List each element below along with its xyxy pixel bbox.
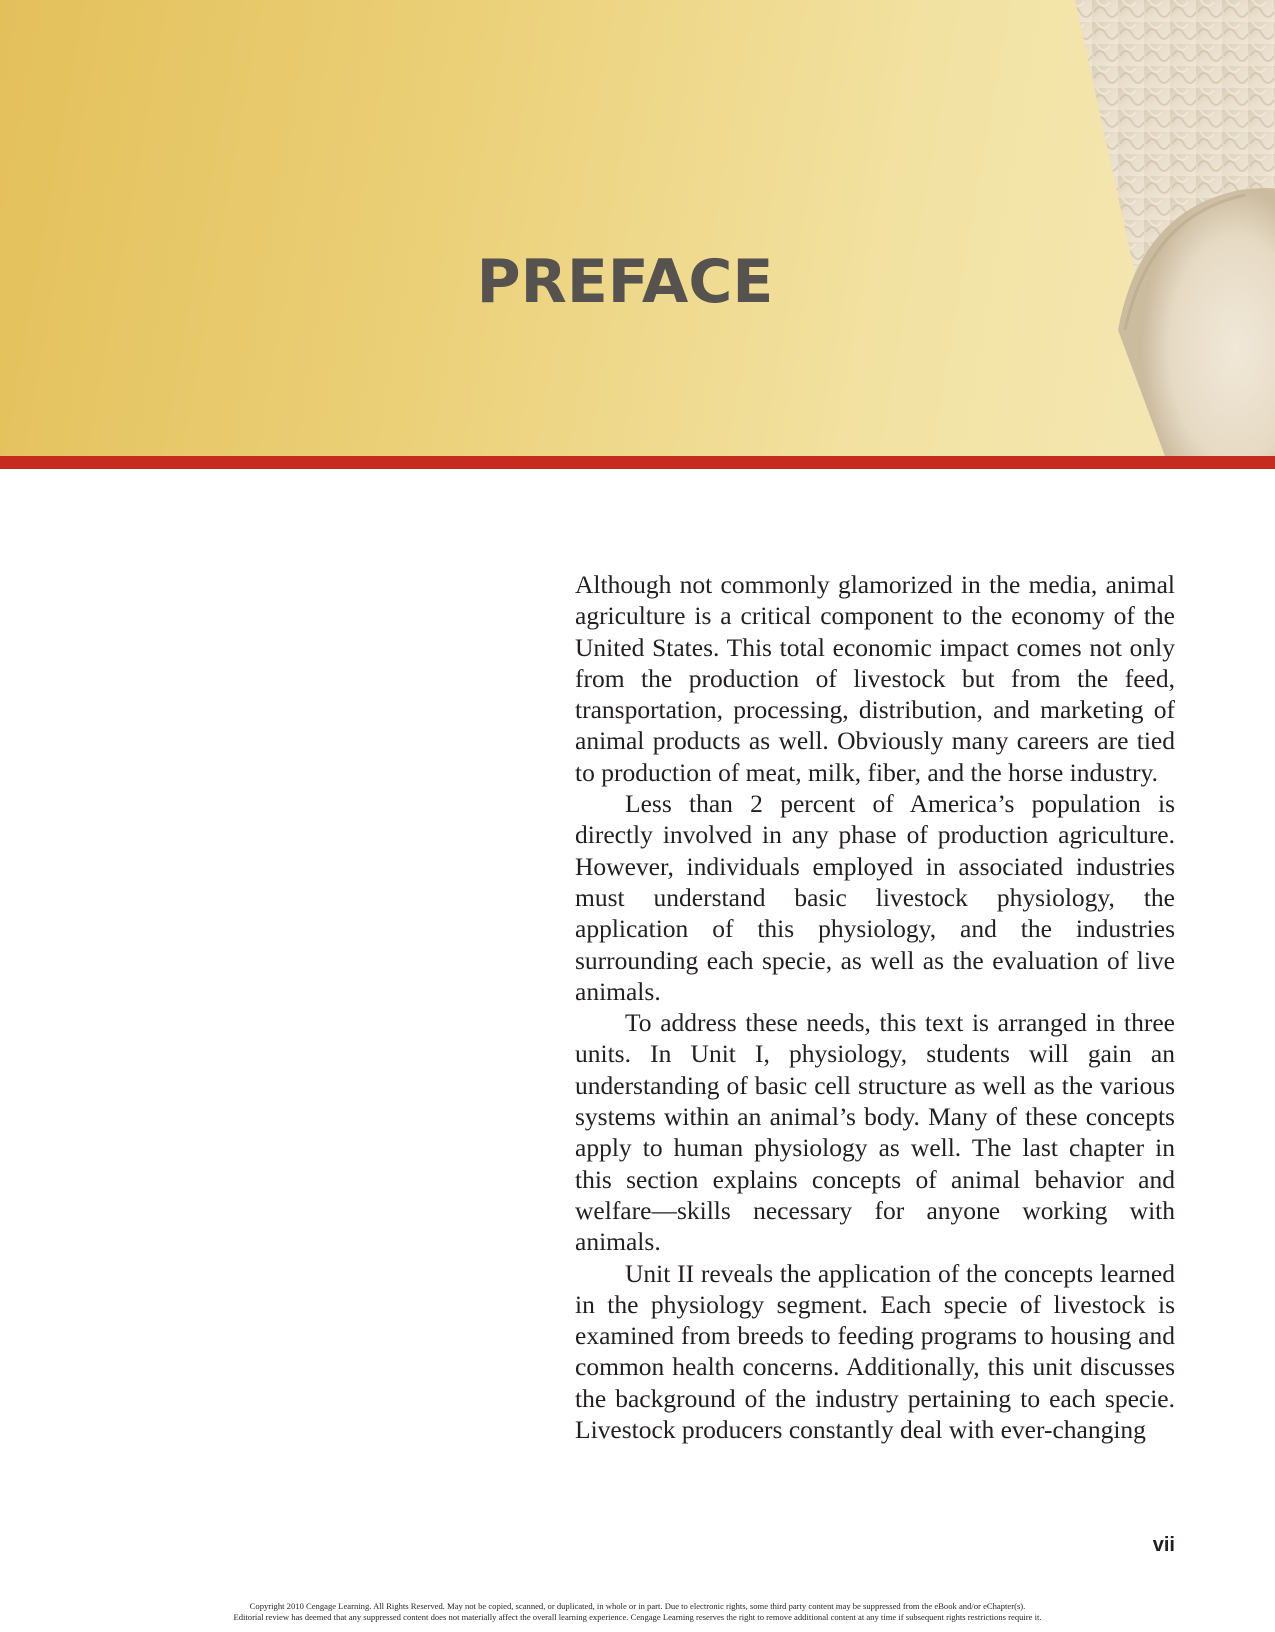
paragraph: Although not commonly glamorized in the media, animal agriculture is a critical component to the economy of the United States. This total economic impact comes not only from the production of livestock but from the feed, transportation, processing, distribution, and marketing of animal products as well. Obviously many careers are tied to production of meat, milk, fiber, and the horse industry. bbox=[575, 570, 1175, 787]
copyright-line: Editorial review has deemed that any suppressed content does not materially affect the overall learning experience. Cengage Learning reserves the right to remove additional content at any time if subsequent rights restrictions require it. bbox=[233, 1612, 1042, 1622]
paragraph: To address these needs, this text is arranged in three units. In Unit I, physiology, students will gain an understanding of basic cell structure as well as the various systems within an animal’s body. Many of these concepts apply to human physiology as well. The last chapter in this section explains concepts of animal behavior and welfare—skills necessary for anyone working with animals. bbox=[575, 1008, 1175, 1257]
copyright-notice bbox=[0, 1601, 1275, 1623]
page-title: PREFACE bbox=[476, 247, 774, 317]
header-rule bbox=[0, 456, 1275, 469]
paragraph: Less than 2 percent of America’s population is directly involved in any phase of production agriculture. However, individuals employed in associated industries must understand basic livestock physiology, the application of this physiology, and the industries surrounding each specie, as well as the evaluation of live animals. bbox=[575, 789, 1175, 1006]
page-number: vii bbox=[1152, 1534, 1175, 1556]
wool-fleece-photo bbox=[0, 0, 1275, 456]
preface-body bbox=[575, 569, 1175, 1445]
paragraph: Unit II reveals the application of the concepts learned in the physiology segment. Each specie of livestock is examined from breeds to feeding programs to housing and common health concerns. Additionally, this unit discusses the background of the industry pertaining to each specie. Livestock producers constantly deal with ever-changing bbox=[575, 1258, 1175, 1445]
copyright-line: Copyright 2010 Cengage Learning. All Rights Reserved. May not be copied, scanned, or duplicated, in whole or in part. Due to electronic rights, some third party content may be suppressed from the eBook and/or eChapter(s). bbox=[249, 1601, 1026, 1611]
header-banner bbox=[0, 0, 1275, 456]
